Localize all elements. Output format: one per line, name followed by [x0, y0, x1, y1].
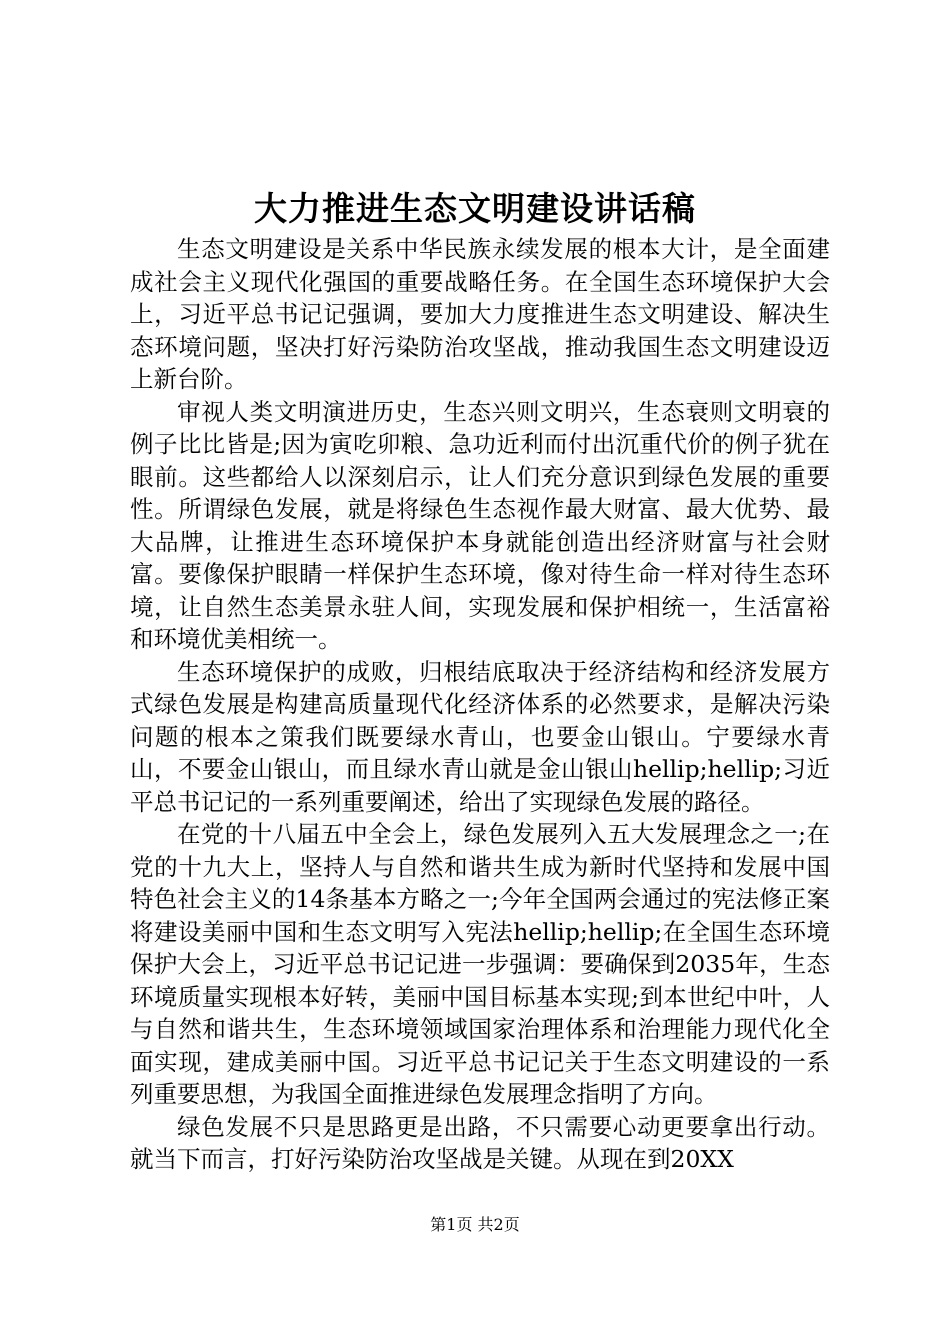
- paragraph: 绿色发展不只是思路更是出路，不只需要心动更要拿出行动。就当下而言，打好污染防治攻坚战是关键。从现在到20XX: [130, 1112, 830, 1173]
- paragraph: 生态环境保护的成败，归根结底取决于经济结构和经济发展方式绿色发展是构建高质量现代化经济体系的必然要求，是解决污染问题的根本之策我们既要绿水青山，也要金山银山。宁要绿水青山，不要金山银山，而且绿水青山就是金山银山hellip;hellip;习近平总书记记的一系列重要阐述，给出了实现绿色发展的路径。: [130, 657, 830, 816]
- document-body: [130, 233, 830, 1176]
- document-title: 大力推进生态文明建设讲话稿: [254, 189, 696, 228]
- paragraph: 审视人类文明演进历史，生态兴则文明兴，生态衰则文明衰的例子比比皆是;因为寅吃卯粮、急功近利而付出沉重代价的例子犹在眼前。这些都给人以深刻启示，让人们充分意识到绿色发展的重要性。所谓绿色发展，就是将绿色生态视作最大财富、最大优势、最大品牌，让推进生态环境保护本身就能创造出经济财富与社会财富。要像保护眼睛一样保护生态环境，像对待生命一样对待生态环境，让自然生态美景永驻人间，实现发展和保护相统一，生活富裕和环境优美相统一。: [130, 397, 830, 653]
- paragraph: 生态文明建设是关系中华民族永续发展的根本大计，是全面建成社会主义现代化强国的重要战略任务。在全国生态环境保护大会上，习近平总书记记强调，要加大力度推进生态文明建设、解决生态环境问题，坚决打好污染防治攻坚战，推动我国生态文明建设迈上新台阶。: [130, 235, 830, 393]
- page-footer: 第1页 共2页: [430, 1215, 520, 1234]
- paragraph: 在党的十八届五中全会上，绿色发展列入五大发展理念之一;在党的十九大上，坚持人与自然和谐共生成为新时代坚持和发展中国特色社会主义的14条基本方略之一;今年全国两会通过的宪法修正案将建设美丽中国和生态文明写入宪法hellip;hellip;在全国生态环境保护大会上，习近平总书记记进一步强调：要确保到2035年，生态环境质量实现根本好转，美丽中国目标基本实现;到本世纪中叶，人与自然和谐共生，生态环境领域国家治理体系和治理能力现代化全面实现，建成美丽中国。习近平总书记记关于生态文明建设的一系列重要思想，为我国全面推进绿色发展理念指明了方向。: [130, 820, 830, 1108]
